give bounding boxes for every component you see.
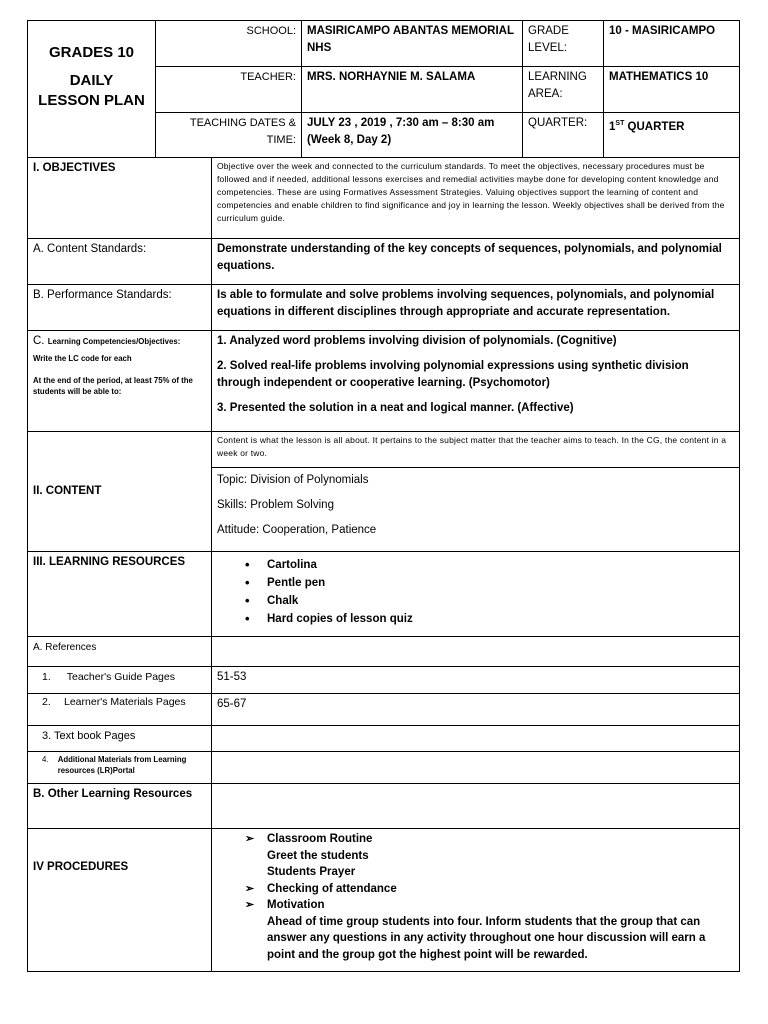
- header-table: [27, 20, 740, 158]
- competencies-title: Learning Competencies/Objectives:: [47, 337, 181, 346]
- resource-item: • Cartolina: [267, 556, 734, 574]
- competencies-label: [28, 331, 212, 432]
- quarter-word: QUARTER: [624, 120, 685, 133]
- content-standards-value: Demonstrate understanding of the key concepts of sequences, polynomials, and polynomial equations.: [212, 239, 740, 285]
- resources-list: [212, 552, 740, 637]
- title-line1: GRADES 10: [48, 44, 135, 61]
- quarter-number: 1: [609, 120, 616, 133]
- teachers-guide-value: 51-53: [212, 667, 740, 694]
- additional-materials-value: [212, 752, 740, 784]
- procedures-content: [212, 829, 740, 972]
- quarter-value: [604, 113, 740, 158]
- school-value: MASIRICAMPO ABANTAS MEMORIAL NHS: [302, 21, 523, 67]
- dates-label: TEACHING DATES & TIME:: [156, 113, 302, 158]
- procedure-prayer: Students Prayer: [267, 866, 356, 878]
- content-label: II. CONTENT: [28, 432, 212, 552]
- procedures-label: IV PROCEDURES: [28, 829, 212, 972]
- quarter-suffix: ST: [615, 120, 625, 127]
- competencies-items: [212, 331, 740, 432]
- school-label: SCHOOL:: [156, 21, 302, 67]
- teacher-value: MRS. NORHAYNIE M. SALAMA: [302, 67, 523, 113]
- title-line2: DAILY: [69, 72, 114, 89]
- title-line3: LESSON PLAN: [38, 92, 145, 109]
- learning-area-label: LEARNING AREA:: [523, 67, 604, 113]
- procedure-greet: Greet the students: [267, 849, 369, 862]
- other-resources-value: [212, 784, 740, 829]
- quarter-label: QUARTER:: [523, 113, 604, 158]
- additional-materials-label: [28, 752, 212, 784]
- other-resources-label: B. Other Learning Resources: [28, 784, 212, 829]
- performance-standards-label: B. Performance Standards:: [28, 285, 212, 331]
- competency-3: 3. Presented the solution in a neat and logical manner. (Affective): [217, 402, 574, 414]
- grade-level-label: GRADE LEVEL:: [523, 21, 604, 67]
- procedure-motivation: ➢ Motivation: [267, 897, 734, 914]
- teachers-guide-label: [28, 667, 212, 694]
- competency-1: 1. Analyzed word problems involving division of polynomials. (Cognitive): [217, 335, 617, 347]
- learners-materials-text: Learner's Materials Pages: [64, 696, 186, 708]
- content-details: [212, 468, 740, 552]
- resources-label: III. LEARNING RESOURCES: [28, 552, 212, 637]
- content-skills: Skills: Problem Solving: [217, 499, 334, 511]
- resource-item: • Chalk: [267, 592, 734, 610]
- textbook-value: [212, 726, 740, 752]
- additional-materials-number: 4.: [42, 755, 49, 764]
- competencies-code-note: Write the LC code for each: [33, 354, 132, 363]
- main-table: [27, 157, 740, 972]
- procedure-classroom-routine: ➢ Classroom Routine: [267, 831, 734, 848]
- teachers-guide-text: Teacher's Guide Pages: [66, 671, 175, 683]
- content-description: Content is what the lesson is all about. It pertains to the subject matter that the teacher aims to teach. In the CG, the content in a week or two.: [212, 432, 740, 468]
- content-attitude: Attitude: Cooperation, Patience: [217, 524, 377, 536]
- objectives-description: Objective over the week and connected to the curriculum standards. To meet the objectives, necessary procedures must be followed and if needed, additional lessons exercises and remedial activities maybe done for developing content knowledge and competencies. These are using Formatives Assessment Strategies. Valuing objectives support the learning of content and competencies and enable children to find significance and joy in learning the lesson. Weekly objectives shall be derived from the curriculum guide.: [212, 158, 740, 239]
- learners-materials-value: 65-67: [212, 694, 740, 726]
- competency-2: 2. Solved real-life problems involving polynomial expressions using synthetic division through independent or cooperative learning. (Psychomotor): [217, 360, 689, 389]
- teacher-label: TEACHER:: [156, 67, 302, 113]
- references-label: A. References: [28, 637, 212, 667]
- competencies-note: At the end of the period, at least 75% of the students will be able to:: [33, 376, 193, 396]
- content-standards-label: A. Content Standards:: [28, 239, 212, 285]
- learners-materials-number: 2.: [42, 696, 51, 708]
- references-blank: [212, 637, 740, 667]
- dates-value: JULY 23 , 2019 , 7:30 am – 8:30 am (Week 8, Day 2): [302, 113, 523, 158]
- content-topic: Topic: Division of Polynomials: [217, 474, 369, 486]
- resource-item: • Hard copies of lesson quiz: [267, 610, 734, 628]
- grade-level-value: 10 - MASIRICAMPO: [604, 21, 740, 67]
- performance-standards-value: Is able to formulate and solve problems involving sequences, polynomials, and polynomial equations in different disciplines through appropriate and accurate representation.: [212, 285, 740, 331]
- learning-area-value: MATHEMATICS 10: [604, 67, 740, 113]
- additional-materials-text: Additional Materials from Learning resources (LR)Portal: [57, 755, 187, 775]
- procedure-attendance: ➢ Checking of attendance: [267, 881, 734, 898]
- teachers-guide-number: 1.: [42, 671, 51, 683]
- competencies-c: C.: [33, 335, 45, 347]
- resource-item: • Pentle pen: [267, 574, 734, 592]
- objectives-label: I. OBJECTIVES: [28, 158, 212, 239]
- procedure-motivation-text: Ahead of time group students into four. Inform students that the group that can answer any questions in any activity throughout one hour discussion will earn a point and the group got the highest point will be rewarded.: [267, 915, 706, 961]
- learners-materials-label: [28, 694, 212, 726]
- plan-title: [28, 21, 156, 158]
- textbook-label: 3. Text book Pages: [28, 726, 212, 752]
